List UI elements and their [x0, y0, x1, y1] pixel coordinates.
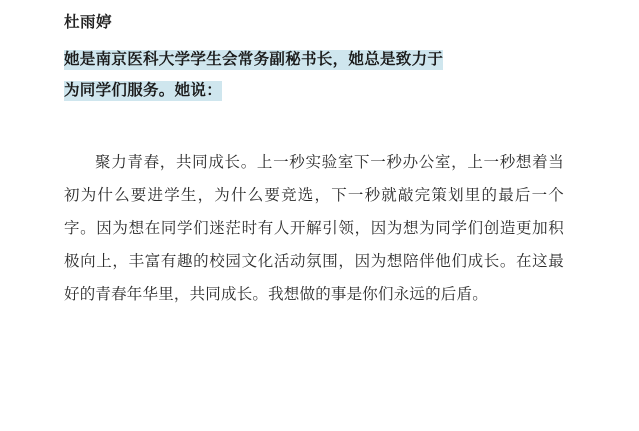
highlighted-intro — [64, 44, 564, 106]
page-bottom-spacer — [64, 311, 576, 353]
highlighted-intro-line-2: 为同学们服务。她说： — [64, 82, 223, 99]
paragraph-spacer — [64, 106, 576, 146]
page-left-margin — [0, 0, 22, 431]
body-paragraph: 聚力青春，共同成长。上一秒实验室下一秒办公室，上一秒想着当初为什么要进学生，为什么要竞选，下一秒就敲完策划里的最后一个字。因为想在同学们迷茫时有人开解引领，因为想为同学们创造更加积极向上，丰富有趣的校园文化活动氛围，因为想陪伴他们成长。在这最好的青春年华里，共同成长。我想做的事是你们永远的后盾。 — [64, 154, 564, 303]
highlighted-intro-line-1: 她是南京医科大学学生会常务副秘书长，她总是致力于 — [64, 51, 444, 68]
author-name: 杜雨婷 — [64, 14, 113, 31]
document-content — [64, 0, 576, 353]
